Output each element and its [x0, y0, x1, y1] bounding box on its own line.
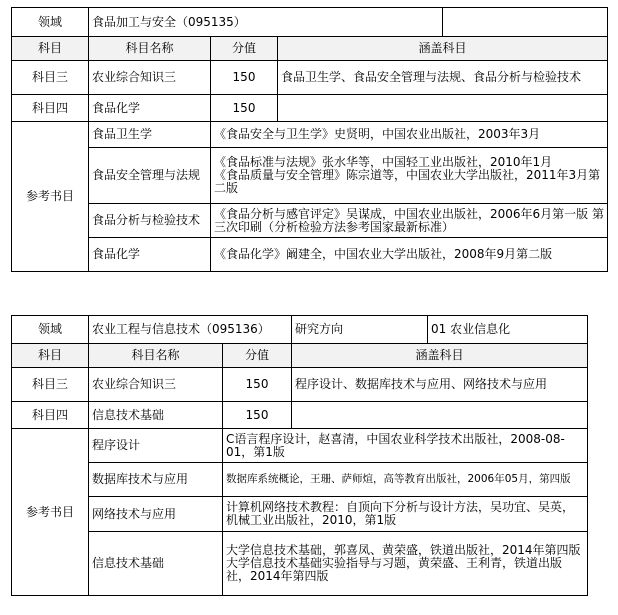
- header-score: 分值: [211, 37, 278, 61]
- direction-label: 研究方向: [292, 316, 428, 344]
- reference-book: [223, 497, 588, 532]
- domain-row: [12, 8, 608, 37]
- book-entry: C语言程序设计，赵喜清，中国农业科学技术出版社，2008-08-01，第1版: [226, 431, 565, 459]
- reference-row: [12, 204, 608, 238]
- subject-score: 150: [211, 61, 278, 95]
- subject-name: 食品化学: [89, 95, 211, 122]
- header-coverage: 涵盖科目: [278, 37, 608, 61]
- reference-label: 参考书目: [12, 122, 89, 272]
- reference-row: [12, 532, 588, 596]
- subject-coverage: [278, 95, 608, 122]
- header-coverage: 涵盖科目: [292, 344, 588, 368]
- book-entry: 大学信息技术基础实验指导与习题，黄荣盛、王利青，铁道出版社，2014年第四版: [226, 556, 563, 583]
- subject-code: 科目三: [12, 368, 89, 402]
- domain-row: [12, 316, 588, 344]
- header-subject-name: 科目名称: [89, 344, 223, 368]
- reference-subject: 食品安全管理与法规: [89, 148, 211, 204]
- food-safety-table: [11, 7, 608, 272]
- reference-row: [12, 429, 588, 463]
- header-subject-name: 科目名称: [89, 37, 211, 61]
- domain-value: 农业工程与信息技术（095136）: [89, 316, 292, 344]
- reference-book: [223, 463, 588, 497]
- reference-subject: 信息技术基础: [89, 532, 223, 596]
- agri-info-table: [11, 315, 588, 596]
- header-subject: 科目: [12, 344, 89, 368]
- reference-book: [211, 148, 608, 204]
- domain-label: 领域: [12, 8, 89, 37]
- book-entry: 数据库系统概论，王珊、萨师煊，高等教育出版社，2006年05月，第四版: [226, 473, 571, 485]
- reference-row: [12, 463, 588, 497]
- subject-name: 信息技术基础: [89, 402, 223, 429]
- reference-book: [211, 238, 608, 272]
- book-entry: 《食品分析与感官评定》吴谋成，中国农业出版社，2006年6月第一版 第三次印刷（分析检验方法参考国家最新标准）: [214, 206, 604, 234]
- book-entry: 《食品标准与法规》张水华等，中国轻工业出版社，2010年1月: [214, 155, 553, 169]
- subject-row: [12, 95, 608, 122]
- empty-cell: [443, 8, 608, 37]
- subject-name: 农业综合知识三: [89, 368, 223, 402]
- reference-subject: 程序设计: [89, 429, 223, 463]
- reference-label: 参考书目: [12, 429, 89, 596]
- header-subject: 科目: [12, 37, 89, 61]
- book-entry: 《食品安全与卫生学》史贤明，中国农业出版社，2003年3月: [214, 127, 541, 141]
- reference-book: [223, 532, 588, 596]
- subject-row: [12, 368, 588, 402]
- reference-book: [211, 204, 608, 238]
- subject-score: 150: [211, 95, 278, 122]
- subject-code: 科目三: [12, 61, 89, 95]
- book-entry: 计算机网络技术教程：自顶向下分析与设计方法，吴功宜、吴英，机械工业出版社，2010，第1版: [226, 500, 575, 527]
- subject-code: 科目四: [12, 95, 89, 122]
- direction-value: 01 农业信息化: [428, 316, 588, 344]
- domain-value: 食品加工与安全（095135）: [89, 8, 443, 37]
- reference-subject: 食品分析与检验技术: [89, 204, 211, 238]
- reference-row: [12, 497, 588, 532]
- reference-row: [12, 148, 608, 204]
- reference-book: [211, 122, 608, 148]
- subject-row: [12, 402, 588, 429]
- subject-score: 150: [223, 402, 292, 429]
- subject-coverage: [292, 402, 588, 429]
- header-score: 分值: [223, 344, 292, 368]
- subject-coverage: 食品卫生学、食品安全管理与法规、食品分析与检验技术: [278, 61, 608, 95]
- subject-score: 150: [223, 368, 292, 402]
- reference-subject: 数据库技术与应用: [89, 463, 223, 497]
- subject-code: 科目四: [12, 402, 89, 429]
- book-entry: 大学信息技术基础，郭喜凤、黄荣盛，铁道出版社，2014年第四版: [226, 543, 581, 557]
- header-row: [12, 344, 588, 368]
- subject-name: 农业综合知识三: [89, 61, 211, 95]
- reference-row: [12, 238, 608, 272]
- reference-subject: 网络技术与应用: [89, 497, 223, 532]
- reference-row: [12, 122, 608, 148]
- header-row: [12, 37, 608, 61]
- subject-coverage: 程序设计、数据库技术与应用、网络技术与应用: [292, 368, 588, 402]
- reference-book: [223, 429, 588, 463]
- reference-subject: 食品化学: [89, 238, 211, 272]
- domain-label: 领域: [12, 316, 89, 344]
- book-entry: 《食品质量与安全管理》陈宗道等，中国农业大学出版社，2011年3月第二版: [214, 168, 601, 195]
- reference-subject: 食品卫生学: [89, 122, 211, 148]
- subject-row: [12, 61, 608, 95]
- book-entry: 《食品化学》阚建全，中国农业大学出版社，2008年9月第二版: [214, 247, 553, 261]
